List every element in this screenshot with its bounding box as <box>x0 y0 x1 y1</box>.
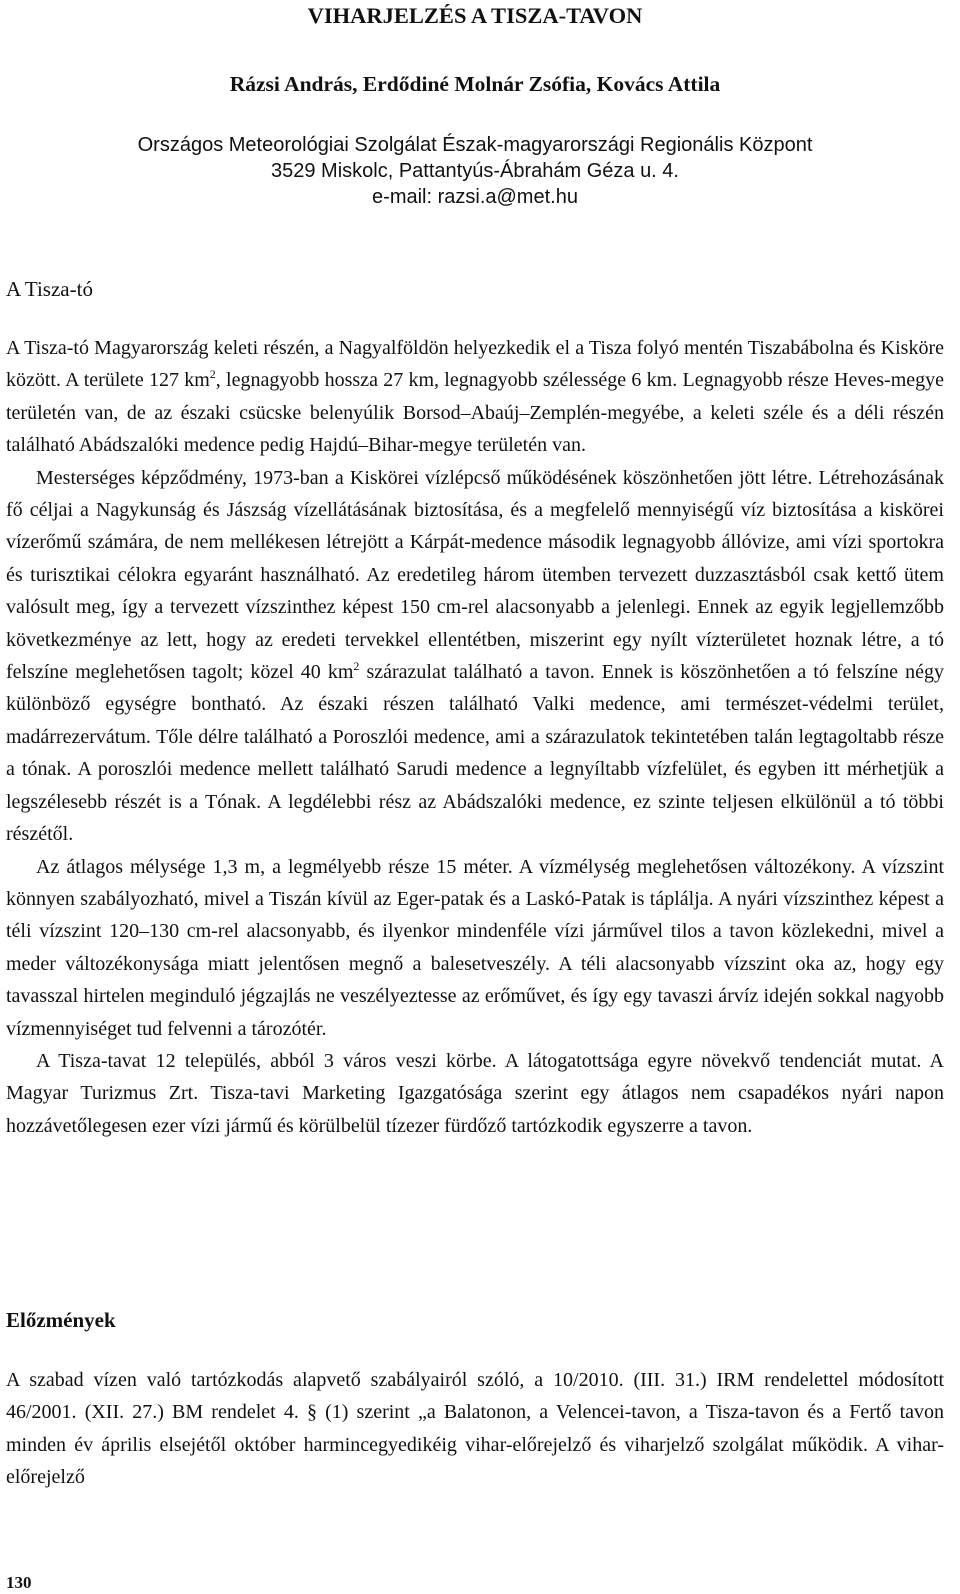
page-title: VIHARJELZÉS A TISZA-TAVON <box>307 3 643 28</box>
paragraph-text: , legnagyobb hossza 27 km, legnagyobb szélessége 6 km. Legnagyobb része Heves-megye területén van, de az északi csücske belenyúlik Borsod–Abaúj–Zemplén-megyébe, a keleti széle és a déli részén található Abádszalóki medence pedig Hajdú–Bihar-megye területén van. <box>6 369 945 457</box>
paragraph-text: szárazulat található a tavon. Ennek is köszönhetően a tó felszíne négy különböző egységre bontható. Az északi részen található Valki medence, ami természet-védelmi terület, madárrezervátum. Tőle délre található a Poroszlói medence, ami a szárazulatok tekintetében talán legtagoltabb része a tónak. A poroszlói medence mellett található Sarudi medence a legnyíltabb vízfelület, és egyben itt mérhetjük a legszélesebb részét is a Tónak. A legdélebbi rész az Abádszalóki medence, ez szinte teljesen elkülönül a tó többi részétől. <box>6 661 944 846</box>
section-heading-tisza-to: A Tisza-tó <box>6 277 93 301</box>
superscript: 2 <box>209 367 216 382</box>
paragraph: A szabad vízen való tartózkodás alapvető szabályairól szóló, a 10/2010. (III. 31.) IRM rendelettel módosított 46/2001. (XII. 27.) BM rendelet 4. § (1) szerint „a Balatonon, a Velencei-tavon, a Tisza-tavon és a Fertő tavon minden év április elsejétől október harmincegyedikéig vihar-előrejelző és viharjelző szolgálat működik. A vihar-előrejelző <box>6 1369 944 1489</box>
section-body-tisza-to <box>6 332 944 1142</box>
paragraph <box>6 332 944 462</box>
paragraph <box>6 462 944 851</box>
paragraph: A Tisza-tavat 12 település, abból 3 város veszi körbe. A látogatottsága egyre növekvő tendenciát mutat. A Magyar Turizmus Zrt. Tisza-tavi Marketing Igazgatósága szerint egy átlagos nem csapadékos nyári napon hozzávetőlegesen ezer vízi jármű és körülbelül tízezer fürdőző tartózkodik egyszerre a tavon. <box>6 1049 944 1137</box>
affiliation-institution: Országos Meteorológiai Szolgálat Észak-magyarországi Regionális Központ <box>137 134 813 156</box>
page-number: 130 <box>6 1573 32 1592</box>
paragraph-text: A Tisza-tó Magyarország keleti részén, a Nagyalföldön helyezkedik el a Tisza folyó mentén Tiszabábolna és Kisköre között. A területe 127 km <box>6 337 944 392</box>
paragraph-text: Mesterséges képződmény, 1973-ban a Kiskörei vízlépcső működésének köszönhetően jött létre. Létrehozásának fő céljai a Nagykunság és Jászság vízellátásának biztosítása, és a megfelelő mennyiségű víz biztosítása a kiskörei vízerőmű számára, de nem mellékesen létrejött a Kárpát-medence második legnagyobb állóvize, ami vízi sportokra és turisztikai célokra egyaránt használható. Az eredetileg három ütemben tervezett duzzasztásból csak kettő ütem valósult meg, így a tervezett vízszinthez képest 150 cm-rel alacsonyabb a jelenlegi. Ennek az egyik legjellemzőbb következménye az lett, hogy az eredeti tervekkel ellentétben, miszerint egy nyílt vízterületet hoznak létre, a tó felszíne meglehetősen tagolt; közel 40 km <box>6 466 944 684</box>
affiliation-block <box>6 132 944 210</box>
section-body-elozmenyek <box>6 1364 944 1494</box>
superscript: 2 <box>353 659 360 674</box>
section-heading-elozmenyek: Előzmények <box>6 1308 116 1332</box>
paragraph: Az átlagos mélysége 1,3 m, a legmélyebb része 15 méter. A vízmélység meglehetősen változékony. A vízszint könnyen szabályozható, mivel a Tiszán kívül az Eger-patak és a Laskó-Patak is táplálja. A nyári vízszinthez képest a téli vízszint 120–130 cm-rel alacsonyabb, és ilyenkor mindenféle vízi járművel tilos a tavon közlekedni, mivel a meder változékonysága miatt jelentősen megnő a balesetveszély. A téli alacsonyabb vízszint oka az, hogy egy tavasszal hirtelen meginduló jégzajlás ne veszélyeztesse az erőművet, és így egy tavaszi árvíz idején sokkal nagyobb vízmennyiséget tud felvenni a tározótér. <box>6 855 944 1040</box>
affiliation-email: e-mail: razsi.a@met.hu <box>372 186 578 208</box>
affiliation-address: 3529 Miskolc, Pattantyús-Ábrahám Géza u. 4. <box>271 160 679 182</box>
authors-line: Rázsi András, Erdődiné Molnár Zsófia, Kovács Attila <box>229 72 721 96</box>
